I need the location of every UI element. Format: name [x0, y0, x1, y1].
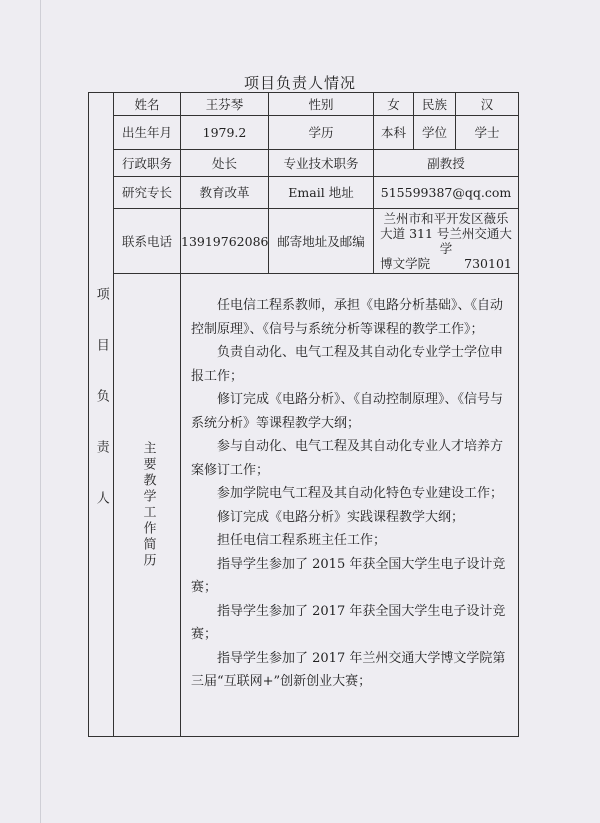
- work-item: 负责自动化、电气工程及其自动化专业学士学位申报工作；: [191, 345, 504, 384]
- work-label: 主要教学工作简历: [140, 441, 156, 569]
- ethnic-label: 民族: [414, 93, 456, 116]
- address-line-3-text: 博文学院: [380, 256, 431, 271]
- name-value: 王芬琴: [181, 93, 269, 116]
- admin-value: 处长: [181, 150, 269, 177]
- birth-label: 出生年月: [114, 116, 181, 150]
- work-history-cell: [181, 274, 519, 737]
- work-item: 指导学生参加了 2017 年兰州交通大学博文学院第三届“互联网+”创新创业大赛；: [191, 650, 506, 689]
- phone-label: 联系电话: [114, 209, 181, 274]
- title-label: 专业技术职务: [269, 150, 374, 177]
- address-line-1: 兰州市和平开发区薇乐: [383, 211, 509, 226]
- name-label: 姓名: [114, 93, 181, 116]
- address-line-3: [377, 256, 515, 271]
- gender-value: 女: [374, 93, 414, 116]
- address-value: [374, 209, 519, 274]
- edu-value: 本科: [374, 116, 414, 150]
- work-item: 任电信工程系教师，承担《电路分析基础》、《自动控制原理》、《信号与系统分析等课程的教学工作》；: [191, 298, 504, 337]
- research-label: 研究专长: [114, 177, 181, 209]
- ethnic-value: 汉: [456, 93, 519, 116]
- page-fold-edge: [40, 0, 41, 823]
- title-value: 副教授: [374, 150, 519, 177]
- address-label: 邮寄地址及邮编: [269, 209, 374, 274]
- side-label: 项目负责人: [93, 287, 109, 542]
- work-item: 担任电信工程系班主任工作；: [217, 533, 387, 548]
- admin-label: 行政职务: [114, 150, 181, 177]
- address-line-2: 大道 311 号兰州交通大学: [380, 226, 512, 256]
- work-item: 修订完成《电路分析》实践课程教学大纲；: [217, 509, 465, 525]
- side-label-cell: [89, 93, 114, 737]
- work-item: 参与自动化、电气工程及其自动化专业人才培养方案修订工作；: [191, 439, 504, 478]
- edu-label: 学历: [269, 116, 374, 150]
- work-item: 指导学生参加了 2017 年获全国大学生电子设计竞赛；: [191, 603, 506, 642]
- work-item: 修订完成《电路分析》、《自动控制原理》、《信号与系统分析》等课程教学大纲；: [191, 392, 504, 431]
- email-label: Email 地址: [269, 177, 374, 209]
- work-item: 指导学生参加了 2015 年获全国大学生电子设计竞赛；: [191, 556, 506, 595]
- email-value: 515599387@qq.com: [374, 177, 519, 209]
- birth-value: 1979.2: [181, 116, 269, 150]
- research-value: 教育改革: [181, 177, 269, 209]
- page-title: 项目负责人情况: [243, 74, 356, 92]
- work-label-cell: [114, 274, 181, 737]
- leader-info-table: [88, 92, 519, 737]
- degree-value: 学士: [456, 116, 519, 150]
- postcode: 730101: [464, 256, 512, 271]
- work-item: 参加学院电气工程及其自动化特色专业建设工作；: [217, 486, 504, 501]
- gender-label: 性别: [269, 93, 374, 116]
- degree-label: 学位: [414, 116, 456, 150]
- phone-value: 13919762086: [181, 209, 269, 274]
